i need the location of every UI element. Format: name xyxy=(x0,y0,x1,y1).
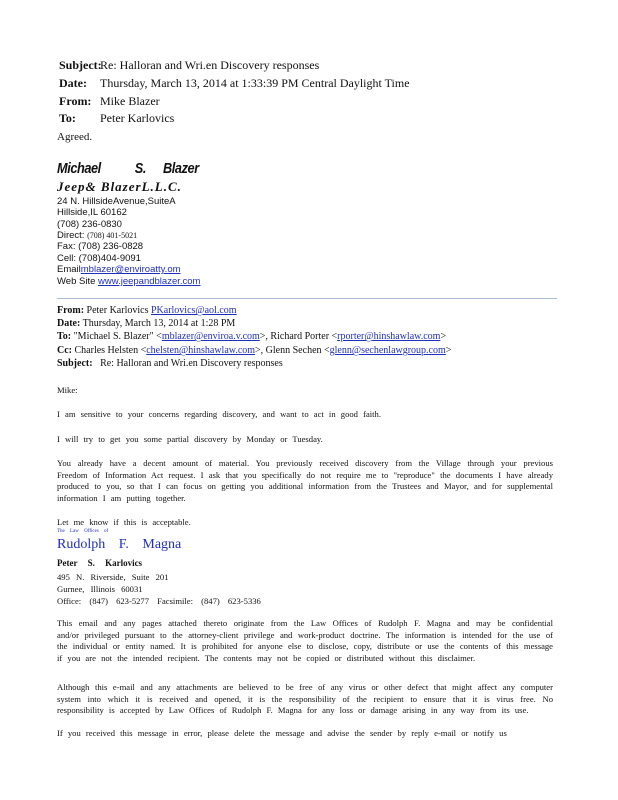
quoted-from-line: From: Peter Karlovics PKarlovics@aol.com xyxy=(57,305,237,316)
law-offices-label: The Law Offices of xyxy=(57,529,109,534)
signature-name: Michael S. Blazer xyxy=(57,160,199,177)
quoted-to-line: To: "Michael S. Blazer" <mblazer@enviroa.v.com>, Richard Porter <rporter@hinshawlaw.com> xyxy=(57,331,447,342)
sender-name: Peter S. Karlovics xyxy=(57,558,143,568)
signature-fax: Fax: (708) 236-0828 xyxy=(57,241,144,252)
quoted-paragraph-3: You already have a decent amount of material. You previously received discovery from the Village through your previous Freedom of Information Act request. I ask that you specifically do not require me to "reproduce" the documents I have already produced to you, so that I can focus on getting you additional information from the Trustees and Mayor, and for supplemental information I am putting together. xyxy=(57,458,553,503)
signature-phone: (708) 236-0830 xyxy=(57,219,122,230)
signature-email: Emailmblazer@enviroatty.om xyxy=(57,264,181,275)
signature-cell: Cell: (708)404-9091 xyxy=(57,253,141,264)
from-label: From: xyxy=(59,94,92,108)
quoted-to-email2-link[interactable]: rporter@hinshawlaw.com xyxy=(337,331,441,342)
quoted-paragraph-2: I will try to get you some partial discovery by Monday or Tuesday. xyxy=(57,434,323,444)
firm-name: Rudolph F. Magna xyxy=(57,537,182,552)
subject-label: Subject: xyxy=(59,58,102,72)
signature-email-link[interactable]: mblazer@enviroatty.om xyxy=(80,264,181,275)
quoted-cc-email2-link[interactable]: glenn@sechenlawgroup.com xyxy=(329,345,446,356)
signature-firm: Jeep& BlazerL.L.C. xyxy=(57,179,182,194)
to-label: To: xyxy=(59,111,76,125)
quoted-paragraph-1: I am sensitive to your concerns regarding discovery, and want to act in good faith. xyxy=(57,409,381,419)
signature-web-link[interactable]: www.jeepandblazer.com xyxy=(98,276,201,287)
signature-address2: Hillside,IL 60162 xyxy=(57,207,127,218)
disclaimer-paragraph-1: This email and any pages attached thereto originate from the Law Offices of Rudolph F. Magna and may be confidential and/or privileged pursuant to the attorney-client privilege and work-product doctrine. The information is intended for the use of the individual or entity named. It is prohibited for anyone else to disclose, copy, distribute or use the contents of this message if you are not the intended recipient. The contents may not be copied or distributed without this disclaimer. xyxy=(57,618,553,663)
from-value: Mike Blazer xyxy=(100,94,160,108)
quoted-cc-line: Cc: Charles Helsten <chelsten@hinshawlaw.com>, Glenn Sechen <glenn@sechenlawgroup.com> xyxy=(57,345,452,356)
disclaimer-paragraph-2: Although this e-mail and any attachments are believed to be free of any virus or other defect that might affect any computer system into which it is received and opened, it is the responsibility of the recipient to ensure that it is virus free. No responsibility is accepted by Law Offices of Rudolph F. Magna for any loss or damage arising in any way from its use. xyxy=(57,682,553,716)
to-value: Peter Karlovics xyxy=(100,111,175,125)
reply-body: Agreed. xyxy=(57,131,93,143)
subject-value: Re: Halloran and Wri.en Discovery responses xyxy=(100,58,320,72)
date-value: Thursday, March 13, 2014 at 1:33:39 PM Central Daylight Time xyxy=(100,76,410,90)
quoted-greeting: Mike: xyxy=(57,385,78,395)
quoted-from-email-link[interactable]: PKarlovics@aol.com xyxy=(150,305,237,316)
sender-address2: Gurnee, Illinois 60031 xyxy=(57,584,143,594)
quoted-date-line: Date: Thursday, March 13, 2014 at 1:28 PM xyxy=(57,318,236,329)
sender-phone-fax: Office: (847) 623-5277 Facsimile: (847) 623-5336 xyxy=(57,596,261,606)
quoted-paragraph-4: Let me know if this is acceptable. xyxy=(57,517,191,527)
date-label: Date: xyxy=(59,76,87,90)
quoted-cc-email1-link[interactable]: chelsten@hinshawlaw.com xyxy=(146,345,256,356)
disclaimer-paragraph-3: If you received this message in error, please delete the message and advise the sender by reply e-mail or notify us xyxy=(57,728,507,738)
quote-divider xyxy=(57,298,557,299)
signature-address1: 24 N. HillsideAvenue,SuiteA xyxy=(57,196,176,207)
signature-web: Web Site www.jeepandblazer.com xyxy=(57,276,201,287)
sender-address1: 495 N. Riverside, Suite 201 xyxy=(57,572,169,582)
signature-direct: Direct: (708) 401-5021 xyxy=(57,230,138,241)
quoted-to-email1-link[interactable]: mblazer@enviroa.v.com xyxy=(161,331,260,342)
quoted-subject-line: Subject: Re: Halloran and Wri.en Discovery responses xyxy=(57,358,283,369)
